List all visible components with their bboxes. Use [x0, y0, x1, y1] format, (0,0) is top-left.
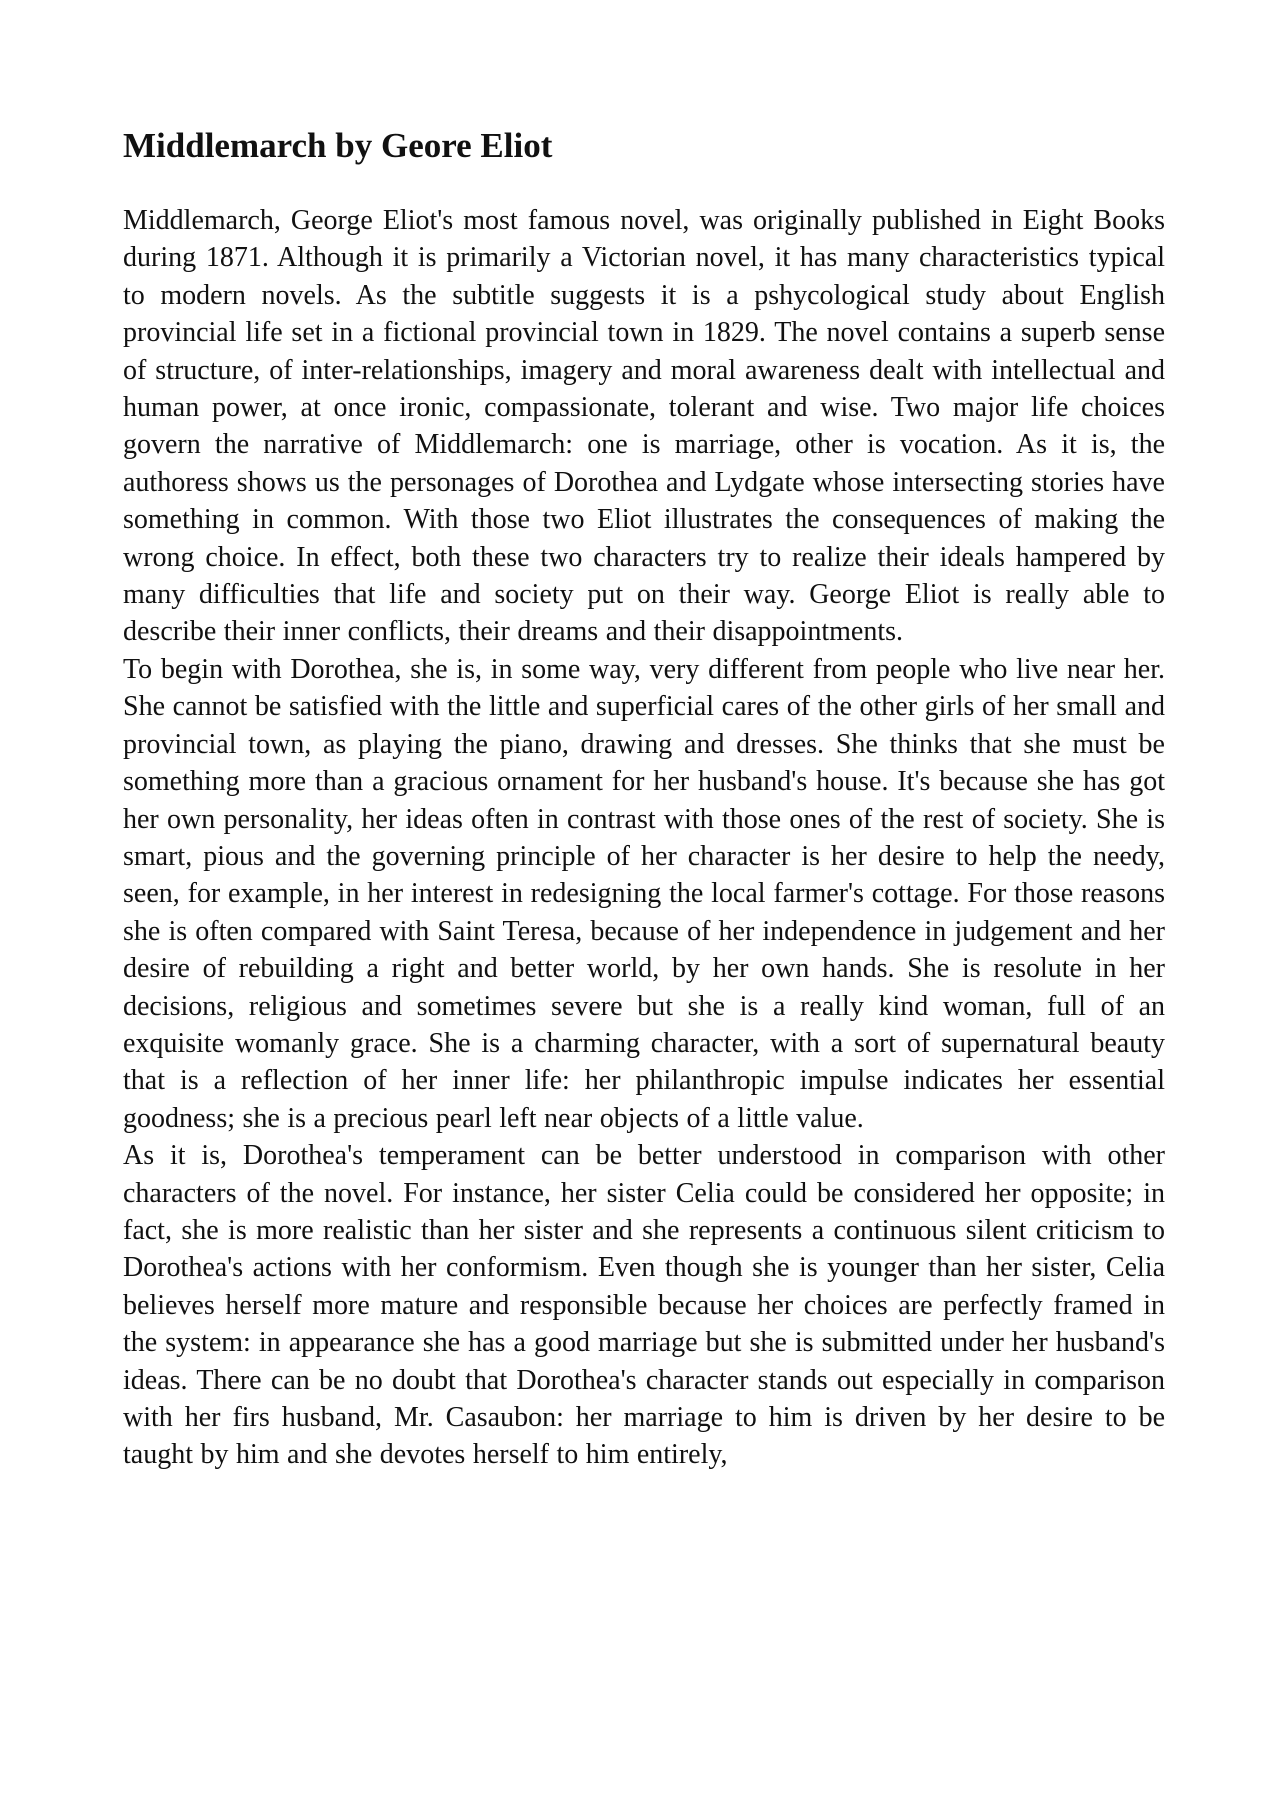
paragraph-dorothea: To begin with Dorothea, she is, in some way, very different from people who live near her. She cannot be satisfied with the little and superficial cares of the other girls of her small and provincial town, as playing the piano, drawing and dresses. She thinks that she must be something more than a gracious ornament for her husband's house. It's because she has got her own personality, her ideas often in contrast with those ones of the rest of society. She is smart, pious and the governing principle of her character is her desire to help the needy, seen, for example, in her interest in redesigning the local farmer's cottage. For those reasons she is often compared with Saint Teresa, because of her independence in judgement and her desire of rebuilding a right and better world, by her own hands. She is resolute in her decisions, religious and sometimes severe but she is a really kind woman, full of an exquisite womanly grace. She is a charming character, with a sort of supernatural beauty that is a reflection of her inner life: her philanthropic impulse indicates her essential goodness; she is a precious pearl left near objects of a little value.	[123, 653, 1165, 1134]
paragraph-comparison: As it is, Dorothea's temperament can be better understood in comparison with other characters of the novel. For instance, her sister Celia could be considered her opposite; in fact, she is more realistic than her sister and she represents a continuous silent criticism to Dorothea's actions with her conformism. Even though she is younger than her sister, Celia believes herself more mature and responsible because her choices are perfectly framed in the system: in appearance she has a good marriage but she is submitted under her husband's ideas. There can be no doubt that Dorothea's character stands out especially in comparison with her firs husband, Mr. Casaubon: her marriage to him is driven by her desire to be taught by him and she devotes herself to him entirely,	[123, 1140, 1165, 1471]
paragraph-intro: Middlemarch, George Eliot's most famous novel, was originally published in Eight Books during 1871. Although it is primarily a Victorian novel, it has many characteristics typical to modern novels. As the subtitle suggests it is a pshycological study about English provincial life set in a fictional provincial town in 1829. The novel contains a superb sense of structure, of inter-relationships, imagery and moral awareness dealt with intellectual and human power, at once ironic, compassionate, tolerant and wise. Two major life choices govern the narrative of Middlemarch: one is marriage, other is vocation. As it is, the authoress shows us the personages of Dorothea and Lydgate whose intersecting stories have something in common. With those two Eliot illustrates the consequences of making the wrong choice. In effect, both these two characters try to realize their ideals hampered by many difficulties that life and society put on their way. George Eliot is really able to describe their inner conflicts, their dreams and their disappointments.	[123, 205, 1165, 648]
document-page	[123, 122, 1165, 1474]
document-title: Middlemarch by Geore Eliot	[123, 126, 553, 165]
